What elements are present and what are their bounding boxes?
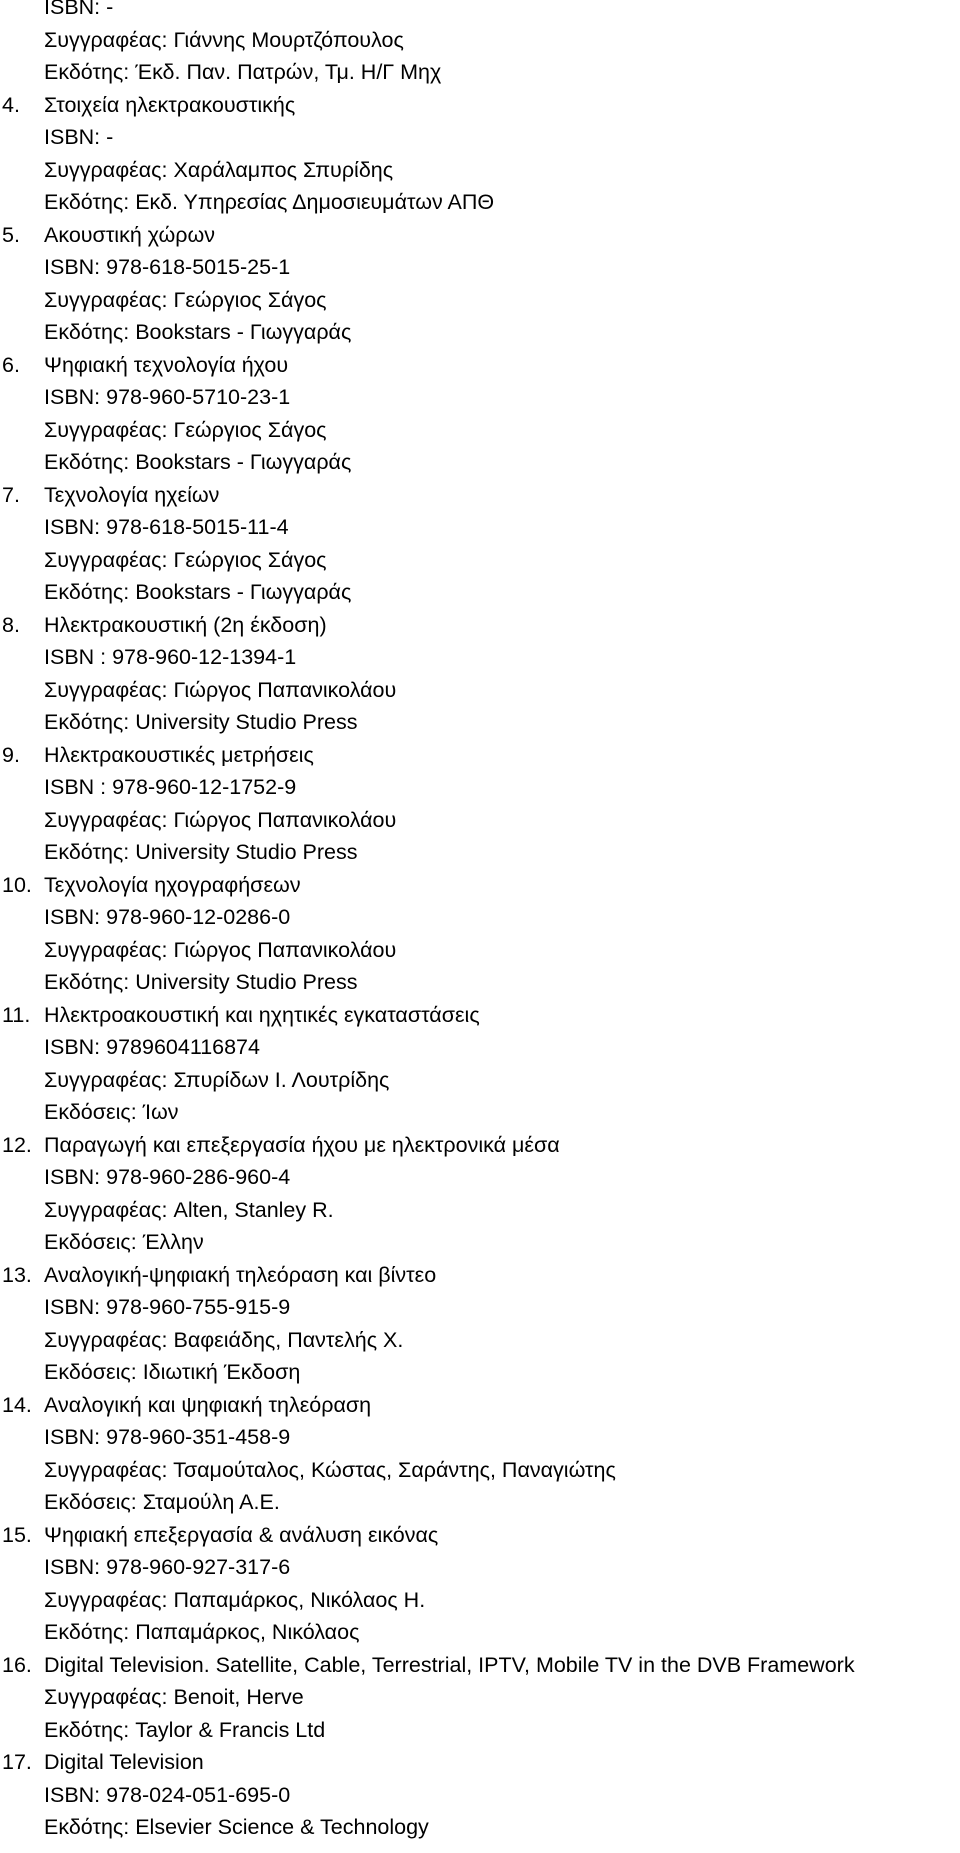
list-item-number: 10. [2,872,32,897]
book-detail-line-text: ISBN: 978-024-051-695-0 [44,1782,291,1807]
list-item-number: 16. [2,1652,32,1677]
lead-detail-line [0,0,960,24]
book-title-line [0,1746,960,1779]
book-detail-line [0,771,960,804]
lead-detail-line-text: Συγγραφέας: Γιάννης Μουρτζόπουλος [44,27,404,52]
book-title-line-text: Τεχνολογία ηχείων [44,482,220,507]
book-detail-line-text: Συγγραφέας: Τσαμούταλος, Κώστας, Σαράντης, Παναγιώτης [44,1457,616,1482]
book-detail-line [0,1324,960,1357]
list-item-number: 9. [2,742,20,767]
lead-detail-line-text: Εκδότης: Έκδ. Παν. Πατρών, Τμ. Η/Γ Μηχ [44,60,442,84]
book-detail-line-text: ISBN: 978-960-5710-23-1 [44,385,291,409]
list-item [0,349,960,479]
list-item [0,1129,960,1259]
book-title-line [0,349,960,382]
book-detail-line-text: Συγγραφέας: Γιώργος Παπανικολάου [44,677,397,702]
list-item-number: 15. [2,1522,32,1547]
book-detail-line-text: Εκδότης: Bookstars - Γιωγγαράς [44,450,352,474]
book-title-line [0,1259,960,1292]
book-title-line-text: Αναλογική και ψηφιακή τηλεόραση [44,1392,372,1417]
book-detail-line [0,1584,960,1617]
book-detail-line-text: ISBN: 978-960-927-317-6 [44,1555,291,1579]
book-detail-line-text: Εκδόσεις: Ιδιωτική Έκδοση [44,1360,301,1384]
book-detail-line [0,544,960,577]
book-title-line-text: Ηλεκτρακουστικές μετρήσεις [44,742,314,767]
book-detail-line-text: Συγγραφέας: Σπυρίδων Ι. Λουτρίδης [44,1067,390,1092]
list-item [0,1389,960,1519]
list-item [0,89,960,219]
book-title-line [0,609,960,642]
book-detail-line-text: Εκδόσεις: Έλλην [44,1230,204,1254]
book-detail-line-text: ISBN: 978-960-12-0286-0 [44,905,291,929]
book-detail-line [0,1486,960,1519]
book-detail-line [0,674,960,707]
book-detail-line-text: ISBN : 978-960-12-1394-1 [44,645,297,669]
book-detail-line-text: Εκδότης: University Studio Press [44,710,358,734]
lead-detail-line-text: ISBN: - [44,0,114,19]
book-title-line [0,1389,960,1422]
list-item [0,479,960,609]
list-item [0,219,960,349]
book-detail-line-text: ISBN: 978-960-755-915-9 [44,1295,291,1319]
book-title-line-text: Ψηφιακή επεξεργασία & ανάλυση εικόνας [44,1522,439,1547]
book-detail-line [0,381,960,414]
book-detail-line [0,414,960,447]
lead-entry-details [0,0,960,89]
book-detail-line [0,1194,960,1227]
book-detail-line [0,1421,960,1454]
book-detail-line [0,154,960,187]
book-detail-line [0,284,960,317]
list-item-number: 7. [2,482,20,507]
book-detail-line-text: Συγγραφέας: Χαράλαμπος Σπυρίδης [44,157,394,182]
book-detail-line-text: ISBN : 978-960-12-1752-9 [44,775,297,799]
book-detail-line-text: ISBN: 978-960-351-458-9 [44,1425,291,1449]
book-title-line-text: Παραγωγή και επεξεργασία ήχου με ηλεκτρονικά μέσα [44,1132,560,1157]
book-detail-line-text: Συγγραφέας: Benoit, Herve [44,1685,304,1709]
book-detail-line [0,576,960,609]
list-item [0,1259,960,1389]
book-detail-line-text: Συγγραφέας: Βαφειάδης, Παντελής Χ. [44,1327,404,1352]
book-detail-line-text: Συγγραφέας: Παπαμάρκος, Νικόλαος Η. [44,1587,426,1612]
book-detail-line-text: Συγγραφέας: Alten, Stanley R. [44,1197,334,1222]
book-detail-line-text: Συγγραφέας: Γεώργιος Σάγος [44,547,327,572]
book-detail-line-text: Εκδότης: Taylor & Francis Ltd [44,1717,326,1742]
book-title-line [0,479,960,512]
book-detail-line [0,901,960,934]
list-item-number: 14. [2,1392,32,1417]
book-detail-line [0,1681,960,1714]
book-detail-line [0,1161,960,1194]
book-detail-line [0,1031,960,1064]
lead-detail-line [0,24,960,57]
book-detail-line [0,1356,960,1389]
book-title-line [0,1129,960,1162]
book-detail-line-text: Εκδότης: Παπαμάρκος, Νικόλαος [44,1620,360,1644]
book-detail-line-text: ISBN: 9789604116874 [44,1035,260,1059]
book-detail-line-text: Συγγραφέας: Γεώργιος Σάγος [44,417,327,442]
list-item [0,739,960,869]
list-item-number: 12. [2,1132,32,1157]
book-detail-line [0,1616,960,1649]
book-detail-line [0,1779,960,1812]
book-detail-line-text: Συγγραφέας: Γιώργος Παπανικολάου [44,807,397,832]
book-title-line-text: Ακουστική χώρων [44,222,216,247]
list-item [0,1649,960,1747]
book-detail-line [0,1714,960,1747]
list-item-number: 5. [2,222,20,247]
book-detail-line [0,641,960,674]
list-item-number: 8. [2,612,20,637]
book-detail-line [0,1454,960,1487]
book-detail-line-text: Εκδόσεις: Ίων [44,1100,179,1124]
book-detail-line [0,446,960,479]
book-title-line-text: Digital Television [44,1750,204,1774]
book-title-line-text: Ηλεκτροακουστική και ηχητικές εγκαταστάσεις [44,1002,480,1027]
book-detail-line [0,511,960,544]
book-detail-line [0,1064,960,1097]
book-title-line [0,999,960,1032]
list-item [0,869,960,999]
book-detail-line-text: Εκδότης: Bookstars - Γιωγγαράς [44,580,352,604]
book-title-line-text: Ηλεκτρακουστική (2η έκδοση) [44,612,327,637]
book-title-line-text: Στοιχεία ηλεκτρακουστικής [44,92,296,117]
book-list [0,89,960,1844]
book-detail-line-text: ISBN: - [44,125,114,149]
list-item [0,609,960,739]
book-detail-line-text: Εκδότης: Εκδ. Υπηρεσίας Δημοσιευμάτων ΑΠΘ [44,190,495,214]
book-detail-line [0,706,960,739]
book-detail-line-text: Εκδότης: Elsevier Science & Technology [44,1815,429,1839]
book-detail-line-text: ISBN: 978-960-286-960-4 [44,1165,291,1189]
book-detail-line [0,934,960,967]
book-detail-line [0,1226,960,1259]
book-detail-line-text: Εκδόσεις: Σταμούλη Α.Ε. [44,1490,280,1514]
book-detail-line-text: Εκδότης: Bookstars - Γιωγγαράς [44,320,352,344]
book-detail-line [0,966,960,999]
book-detail-line-text: Εκδότης: University Studio Press [44,970,358,994]
book-detail-line-text: ISBN: 978-618-5015-25-1 [44,255,291,279]
book-detail-line-text: ISBN: 978-618-5015-11-4 [44,515,289,539]
book-detail-line [0,1551,960,1584]
book-title-line-text: Τεχνολογία ηχογραφήσεων [44,872,301,897]
book-detail-line [0,1096,960,1129]
list-item-number: 17. [2,1750,32,1774]
book-title-line [0,1649,960,1682]
book-detail-line [0,316,960,349]
book-detail-line-text: Συγγραφέας: Γιώργος Παπανικολάου [44,937,397,962]
list-item-number: 4. [2,92,20,117]
book-detail-line [0,804,960,837]
lead-detail-line [0,56,960,89]
book-title-line-text: Αναλογική-ψηφιακή τηλεόραση και βίντεο [44,1262,437,1287]
book-title-line [0,89,960,122]
book-title-line-text: Digital Television. Satellite, Cable, Terrestrial, IPTV, Mobile TV in the DVB Framework [44,1652,855,1677]
list-item [0,1519,960,1649]
book-detail-line [0,121,960,154]
book-detail-line [0,186,960,219]
book-title-line [0,219,960,252]
list-item-number: 13. [2,1262,32,1287]
book-detail-line [0,1811,960,1844]
book-detail-line-text: Συγγραφέας: Γεώργιος Σάγος [44,287,327,312]
list-item-number: 11. [2,1002,31,1027]
book-title-line [0,739,960,772]
list-item [0,999,960,1129]
book-title-line-text: Ψηφιακή τεχνολογία ήχου [44,352,289,377]
book-detail-line [0,836,960,869]
book-title-line [0,869,960,902]
book-title-line [0,1519,960,1552]
list-item [0,1746,960,1844]
list-item-number: 6. [2,352,20,377]
book-detail-line [0,251,960,284]
book-detail-line-text: Εκδότης: University Studio Press [44,840,358,864]
book-detail-line [0,1291,960,1324]
